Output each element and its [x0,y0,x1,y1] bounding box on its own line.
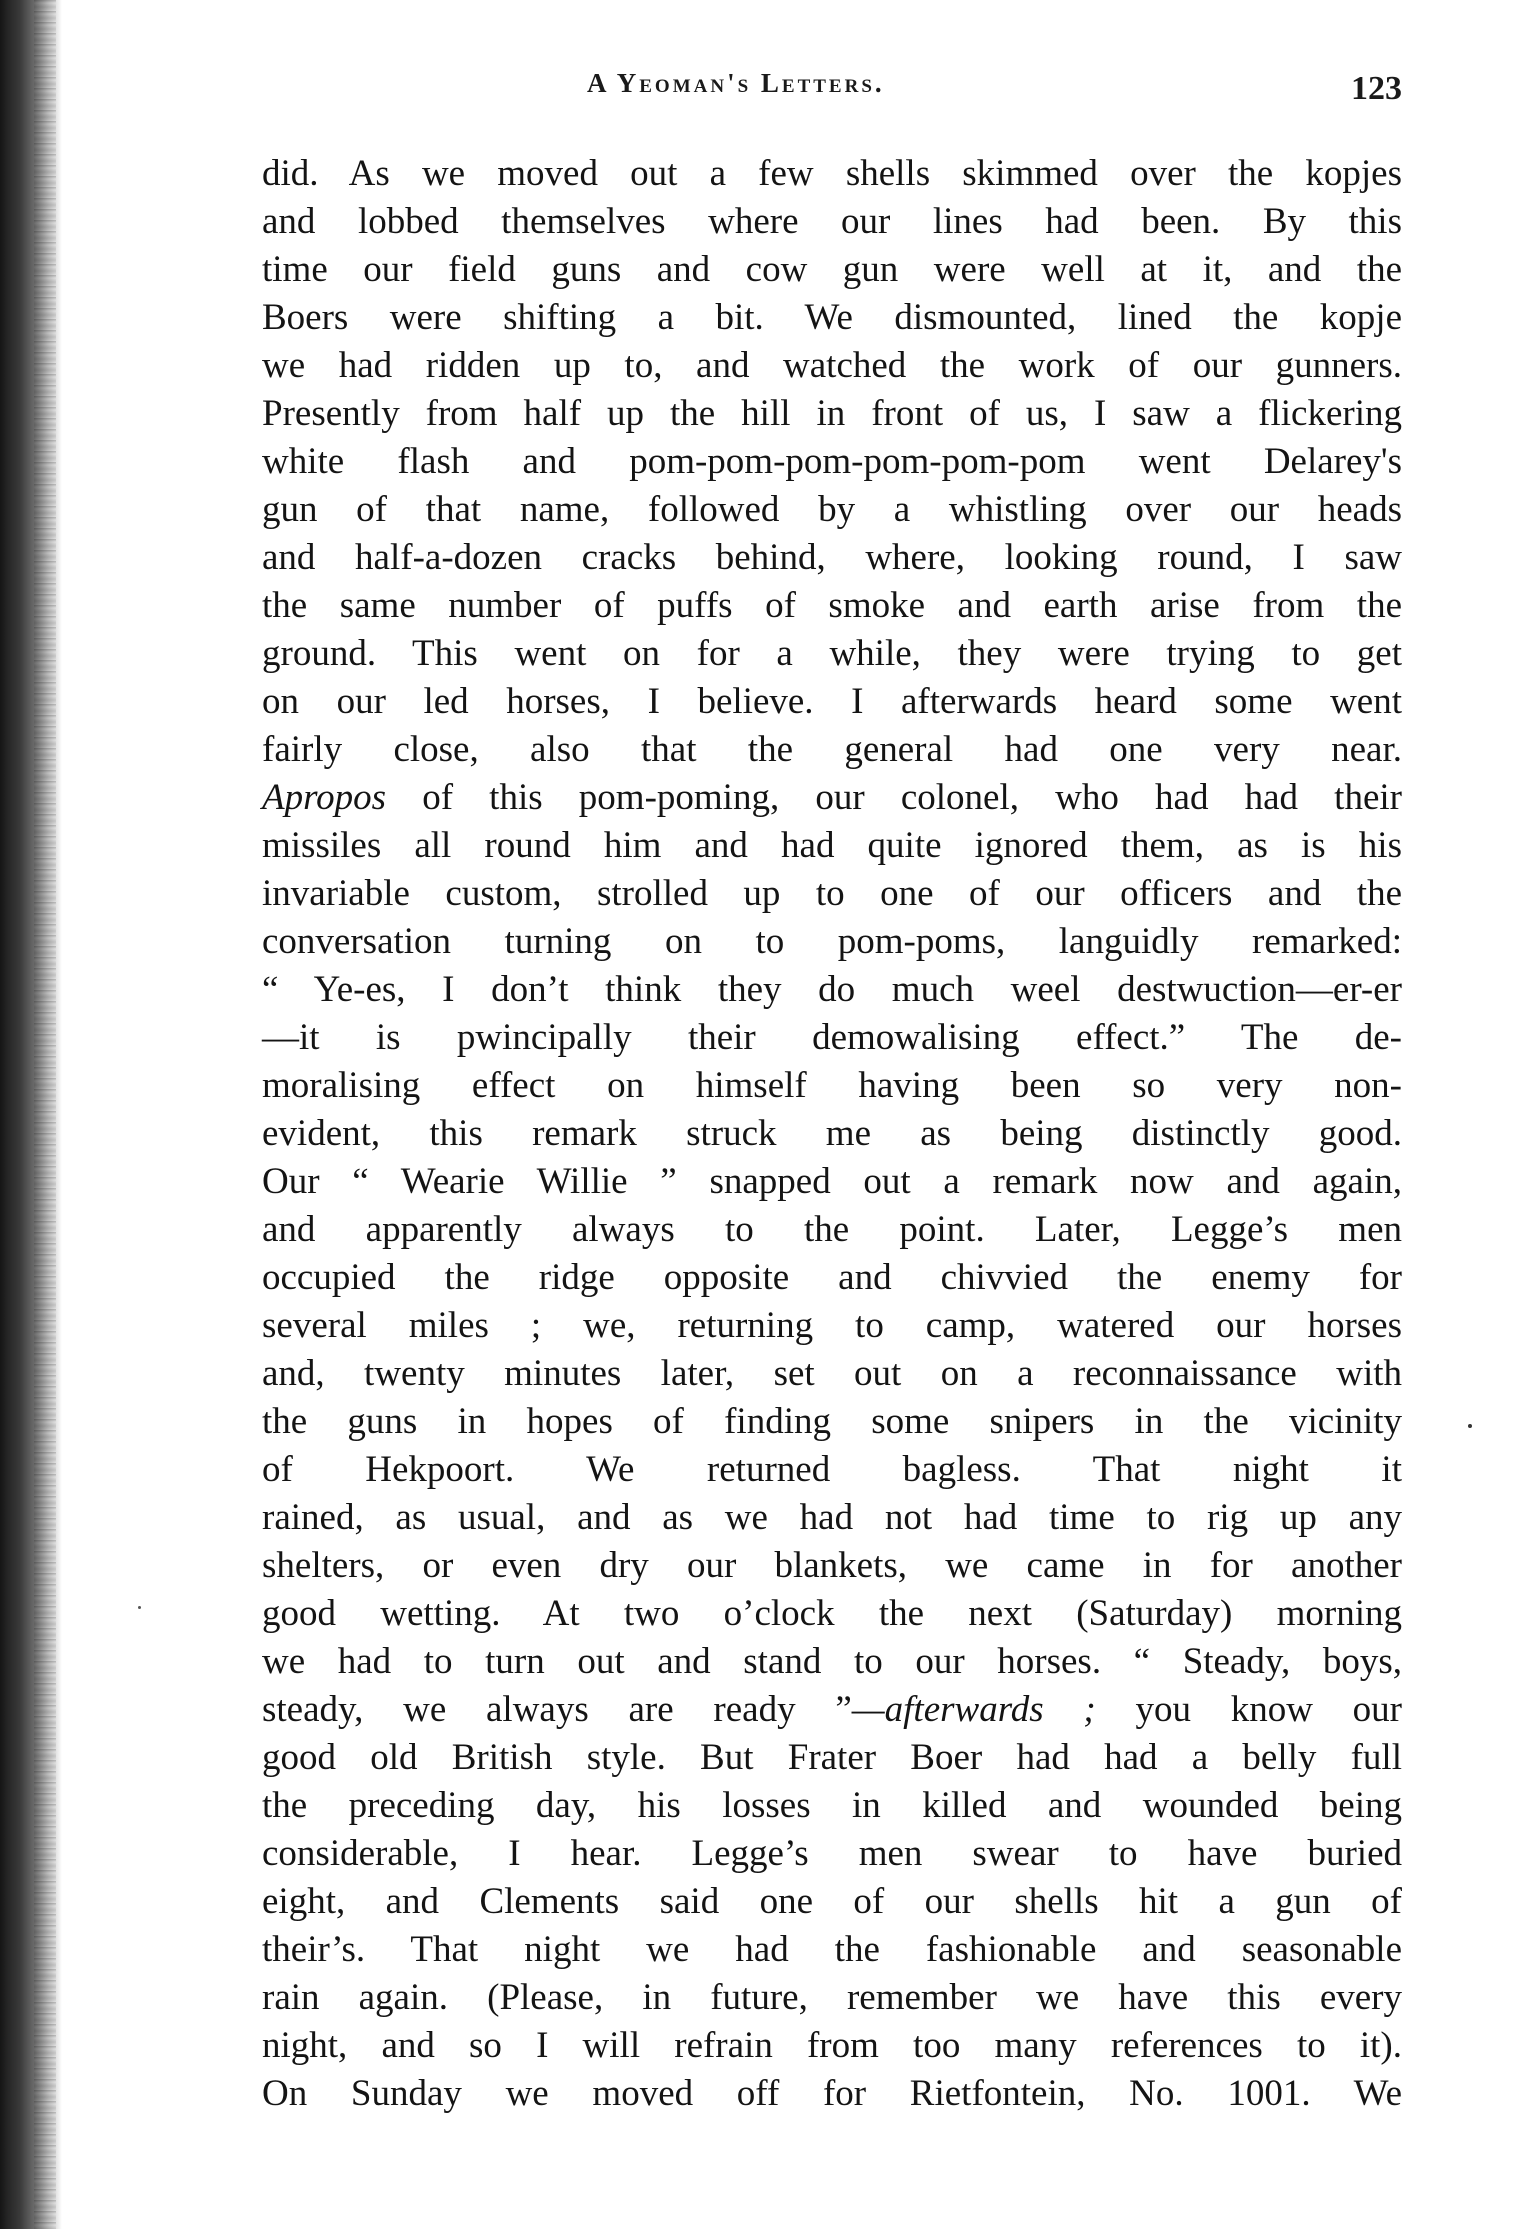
text-line: considerable, I hear. Legge’s men swear to have buried [262,1833,1402,1874]
text-line: night, and so I will refrain from too many references to it). [262,2025,1402,2066]
text-line: shelters, or even dry our blankets, we came in for another [262,1545,1402,1586]
text-line: eight, and Clements said one of our shells hit a gun of [262,1881,1402,1922]
text-line: Boers were shifting a bit. We dismounted, lined the kopje [262,297,1402,338]
text-line: and lobbed themselves where our lines had been. By this [262,201,1402,242]
italic-word: —afterwards ; [851,1689,1096,1730]
text-line: Presently from half up the hill in front of us, I saw a flickering [262,393,1402,434]
text-line: rained, as usual, and as we had not had time to rig up any [262,1497,1402,1538]
text-line: and half-a-dozen cracks behind, where, looking round, I saw [262,537,1402,578]
ink-speck [138,1606,141,1609]
text-line: Apropos of this pom-poming, our colonel, who had had their [262,777,1402,818]
text-line: missiles all round him and had quite ignored them, as is his [262,825,1402,866]
text-line: and, twenty minutes later, set out on a reconnaissance with [262,1353,1402,1394]
text-line: gun of that name, followed by a whistling over our heads [262,489,1402,530]
page-header [262,68,1402,128]
italic-word: Apropos [262,777,387,818]
text-line: several miles ; we, returning to camp, watered our horses [262,1305,1402,1346]
text-line: evident, this remark struck me as being distinctly good. [262,1113,1402,1154]
text-line: the preceding day, his losses in killed and wounded being [262,1785,1402,1826]
text-line: white flash and pom-pom-pom-pom-pom-pom went Delarey's [262,441,1402,482]
text-line: rain again. (Please, in future, remember we have this every [262,1977,1402,2018]
text-line: On Sunday we moved off for Rietfontein, No. 1001. We [262,2073,1402,2114]
text-line: the guns in hopes of finding some snipers in the vicinity [262,1401,1402,1442]
text-line: on our led horses, I believe. I afterwards heard some went [262,681,1402,722]
text-line: we had to turn out and stand to our horses. “ Steady, boys, [262,1641,1402,1682]
text-line: ground. This went on for a while, they were trying to get [262,633,1402,674]
text-line: Our “ Wearie Willie ” snapped out a remark now and again, [262,1161,1402,1202]
text-line: conversation turning on to pom-poms, languidly remarked: [262,921,1402,962]
text-line: —it is pwincipally their demowalising effect.” The de- [262,1017,1402,1058]
text-line: fairly close, also that the general had one very near. [262,729,1402,770]
body-text [262,150,1402,2118]
running-title: A Yeoman's Letters. [587,68,885,98]
ink-speck [1468,1424,1472,1428]
text-line: and apparently always to the point. Later, Legge’s men [262,1209,1402,1250]
text-line: invariable custom, strolled up to one of our officers and the [262,873,1402,914]
text-line: their’s. That night we had the fashionable and seasonable [262,1929,1402,1970]
text-line: we had ridden up to, and watched the work of our gunners. [262,345,1402,386]
text-line: good wetting. At two o’clock the next (Saturday) morning [262,1593,1402,1634]
text-line: “ Ye-es, I don’t think they do much weel destwuction—er-er [262,969,1402,1010]
text-line: moralising effect on himself having been so very non- [262,1065,1402,1106]
text-line: good old British style. But Frater Boer had had a belly full [262,1737,1402,1778]
text-line: of Hekpoort. We returned bagless. That night it [262,1449,1402,1490]
binding-speckle [34,0,56,2229]
text-line: did. As we moved out a few shells skimmed over the kopjes [262,153,1402,194]
text-line: time our field guns and cow gun were well at it, and the [262,249,1402,290]
text-line: steady, we always are ready ”—afterwards ; you know our [262,1689,1402,1730]
text-line: the same number of puffs of smoke and earth arise from the [262,585,1402,626]
text-line: occupied the ridge opposite and chivvied the enemy for [262,1257,1402,1298]
page-number: 123 [1351,70,1402,107]
